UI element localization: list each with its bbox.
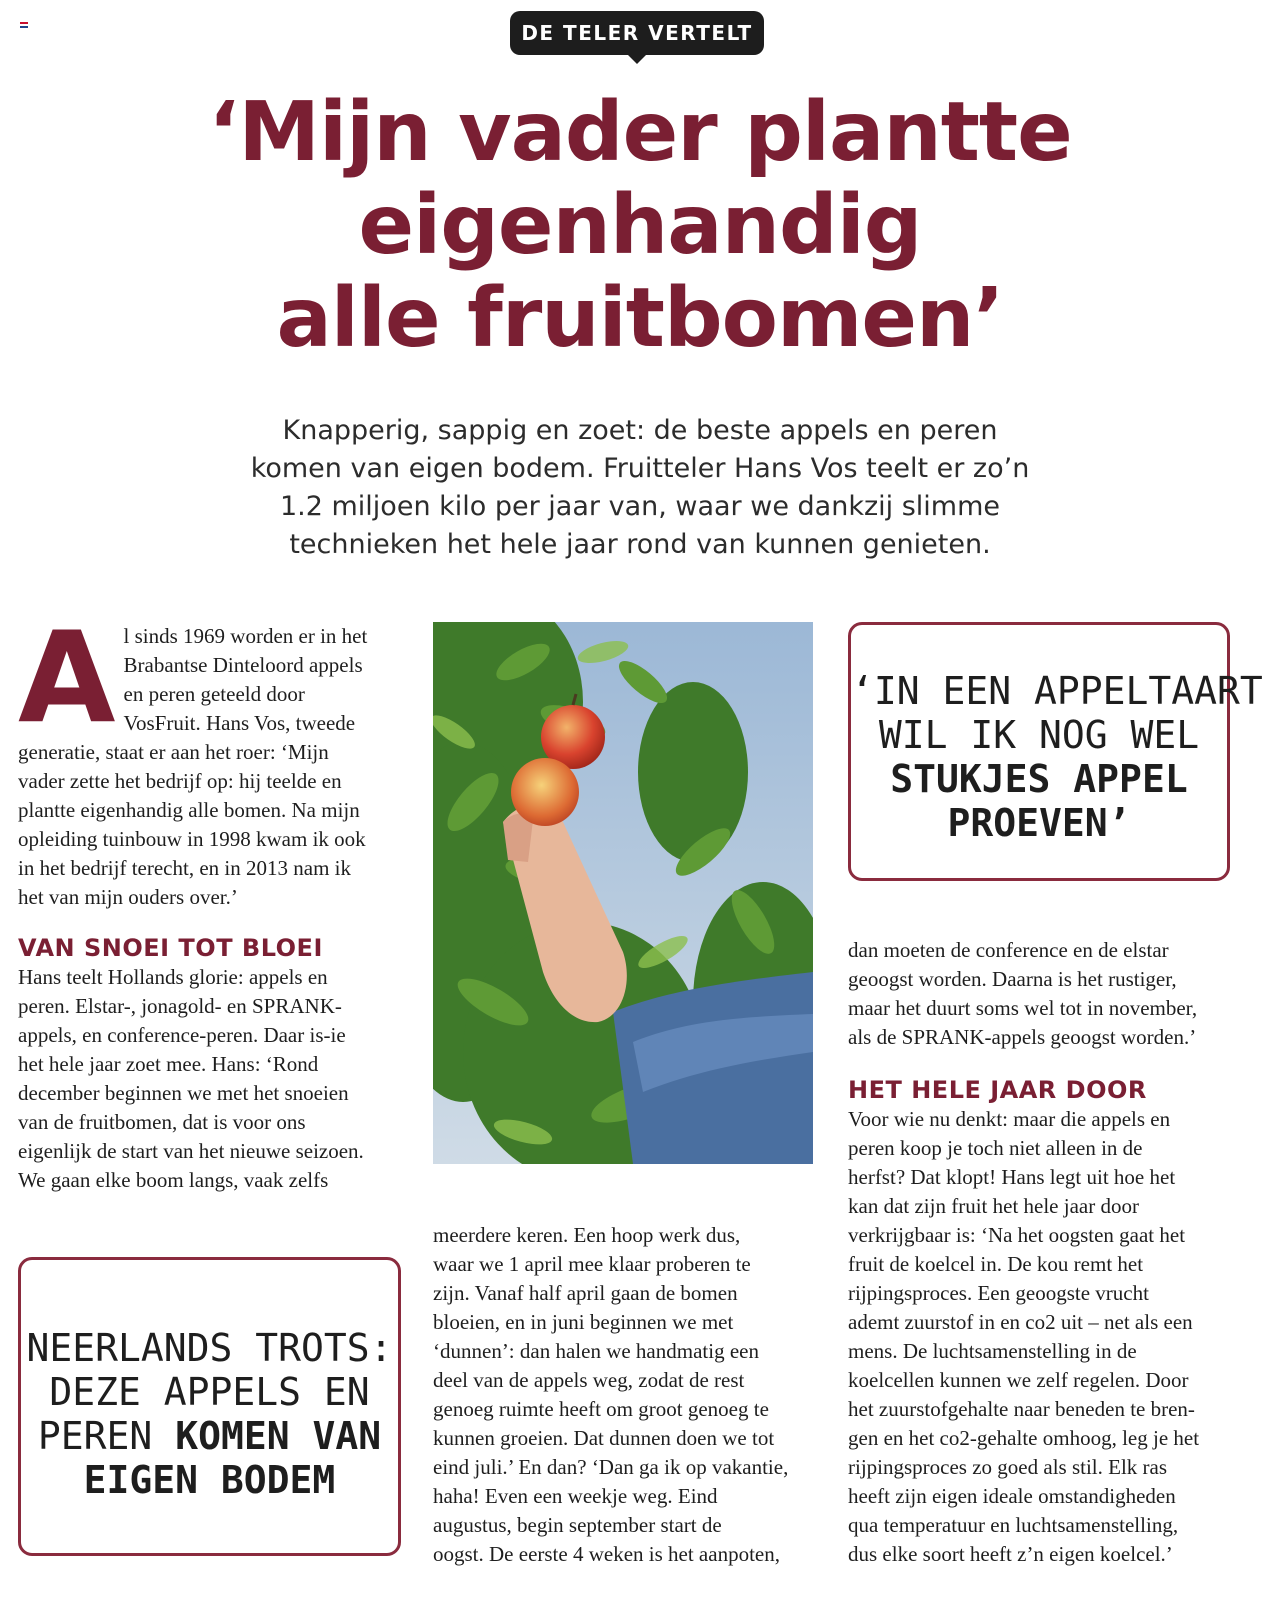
intro-line: 1.2 miljoen kilo per jaar van, waar we dankzij slimme (279, 491, 1000, 522)
flag-icon (20, 22, 28, 28)
text-line: het zuurstofgehalte naar beneden te bren- (848, 1397, 1195, 1421)
text-line: rijpingsproces. Een geoogste vrucht (848, 1281, 1149, 1305)
body-paragraph (848, 936, 1248, 1052)
text-line: vader zette het bedrijf op: hij teelde en (18, 769, 342, 793)
quote-line: ‘IN EEN APPELTAART (851, 669, 1263, 713)
text-line: verkrijgbaar is: ‘Na het oogsten gaat het (848, 1223, 1186, 1247)
headline (0, 86, 1280, 365)
text-line: van de fruitbomen, dat is voor ons (18, 1110, 306, 1134)
text-line: peren. Elstar-, jonagold- en SPRANK- (18, 994, 342, 1018)
text-line: VosFruit. Hans Vos, tweede (123, 711, 356, 735)
text-line: eigenlijk de start van het nieuwe seizoen. (18, 1139, 364, 1163)
text-line: bloeien, en in juni beginnen we met (433, 1310, 734, 1334)
column-3-section (848, 1076, 1248, 1569)
quote-line: NEERLANDS TROTS: (26, 1326, 393, 1370)
text-line: genoeg ruimte heeft om groot genoeg te (433, 1397, 769, 1421)
text-line: ademt zuurstof in en co2 uit – net als een (848, 1310, 1193, 1334)
text-line: dus elke soort heeft z’n eigen koelcel.’ (848, 1542, 1173, 1566)
text-line: als de SPRANK-appels geoogst worden.’ (848, 1025, 1197, 1049)
text-line: in het bedrijf terecht, en in 2013 nam ik (18, 856, 351, 880)
text-line: het van mijn ouders over.’ (18, 885, 238, 909)
text-line: meerdere keren. Een hoop werk dus, (433, 1223, 741, 1247)
apple-tree-photo (433, 622, 813, 1164)
column-1-section (18, 934, 403, 1195)
text-line: augustus, begin september start de (433, 1513, 722, 1537)
text-line: appels, en conference-peren. Daar is-ie (18, 1023, 346, 1047)
column-3 (848, 936, 1248, 1052)
quote-line: DEZE APPELS EN (49, 1370, 370, 1414)
text-line: kan dat zijn fruit het hele jaar door (848, 1194, 1139, 1218)
text-line: l sinds 1969 worden er in het (123, 624, 368, 648)
headline-line: eigenhandig (358, 178, 922, 273)
quote-line: WIL IK NOG WEL (878, 713, 1200, 757)
pull-quote-right (848, 622, 1263, 881)
text-line: waar we 1 april mee klaar proberen te (433, 1252, 751, 1276)
text-line: december beginnen we met het snoeien (18, 1081, 349, 1105)
text-line: peren koop je toch niet alleen in de (848, 1136, 1143, 1160)
text-line: kunnen groeien. Dat dunnen doen we tot (433, 1426, 775, 1450)
intro-paragraph (200, 412, 1080, 564)
text-line: fruit de koelcel in. De kou remt het (848, 1252, 1144, 1276)
text-line: Voor wie nu denkt: maar die appels en (848, 1107, 1171, 1131)
text-line: ‘dunnen’: dan halen we handmatig een (433, 1339, 759, 1363)
text-line: geoogst worden. Daarna is het rustiger, (848, 967, 1177, 991)
apple-tree-illustration (433, 622, 813, 1164)
text-line: en peren geteeld door (123, 682, 305, 706)
text-line: Brabantse Dinteloord appels (123, 653, 363, 677)
quote-fragment: PEREN (37, 1414, 176, 1458)
text-line: rijpingsproces zo goed als stil. Elk ras (848, 1455, 1168, 1479)
text-line: gen en het co2-gehalte omhoog, leg je het (848, 1426, 1200, 1450)
text-line: plantte eigenhandig alle bomen. Na mijn (18, 798, 360, 822)
section-kicker: DE TELER VERTELT (510, 11, 764, 55)
subheading: HET HELE JAAR DOOR (848, 1076, 1147, 1104)
text-line: generatie, staat er aan het roer: ‘Mijn (18, 740, 329, 764)
body-paragraph (433, 1221, 823, 1569)
text-line: qua temperatuur en luchtsamenstelling, (848, 1513, 1179, 1537)
pull-quote-left (18, 1257, 401, 1556)
text-line: opleiding tuinbouw in 1998 kwam ik ook (18, 827, 366, 851)
intro-line: Knapperig, sappig en zoet: de beste appels en peren (282, 415, 998, 446)
drop-cap: A (18, 604, 116, 751)
column-2 (433, 1221, 823, 1569)
text-line: maar het duurt soms wel tot in november, (848, 996, 1198, 1020)
text-line: Hans teelt Hollands glorie: appels en (18, 965, 328, 989)
headline-line: ‘Mijn vader plantte (208, 85, 1072, 180)
text-line: haha! Even een weekje weg. Eind (433, 1484, 718, 1508)
text-line: eind juli.’ En dan? ‘Dan ga ik op vakantie, (433, 1455, 789, 1479)
body-paragraph (18, 604, 403, 912)
headline-line: alle fruitbomen’ (276, 271, 1004, 366)
quote-line: PROEVEN’ (947, 801, 1131, 845)
text-line: dan moeten de conference en de elstar (848, 938, 1169, 962)
text-line: herfst? Dat klopt! Hans legt uit hoe het (848, 1165, 1176, 1189)
subheading: VAN SNOEI TOT BLOEI (18, 934, 323, 962)
text-line: oogst. De eerste 4 weken is het aanpoten, (433, 1542, 780, 1566)
text-line: heeft zijn eigen ideale omstandigheden (848, 1484, 1176, 1508)
text-line: mens. De luchtsamenstelling in de (848, 1339, 1137, 1363)
text-line: We gaan elke boom langs, vaak zelfs (18, 1168, 329, 1192)
column-1 (18, 604, 403, 912)
quote-fragment: KOMEN VAN (175, 1414, 382, 1458)
quote-line: STUKJES APPEL (890, 757, 1188, 801)
body-paragraph (18, 963, 403, 1195)
text-line: deel van de appels weg, zodat de rest (433, 1368, 745, 1392)
intro-line: technieken het hele jaar rond van kunnen genieten. (289, 529, 991, 560)
intro-line: komen van eigen bodem. Fruitteler Hans Vos teelt er zo’n (250, 453, 1030, 484)
quote-line: EIGEN BODEM (83, 1458, 336, 1502)
text-line: zijn. Vanaf half april gaan de bomen (433, 1281, 738, 1305)
body-paragraph (848, 1105, 1248, 1569)
text-line: koelcellen kunnen we zelf regelen. Door (848, 1368, 1189, 1392)
text-line: het hele jaar zoet mee. Hans: ‘Rond (18, 1052, 319, 1076)
quote-line (21, 1414, 398, 1458)
